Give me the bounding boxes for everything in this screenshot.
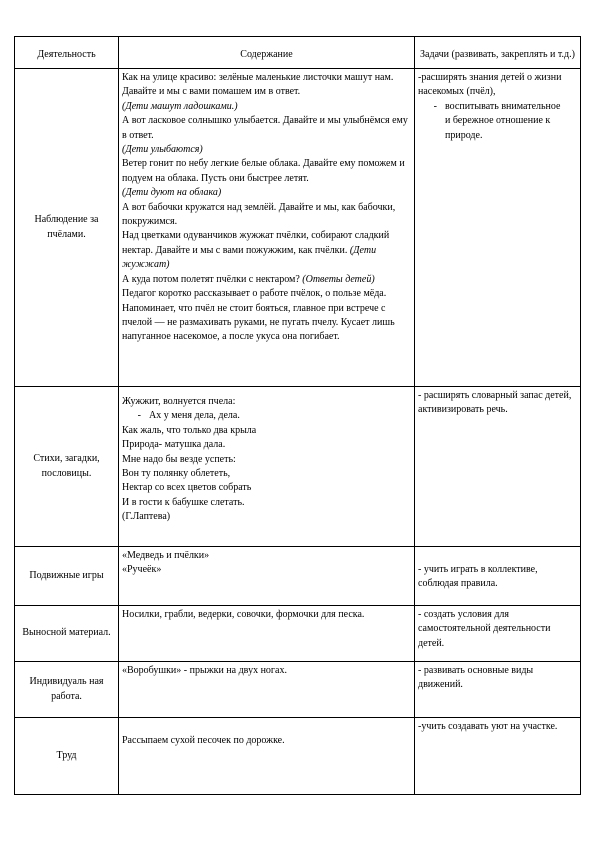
content-paragraph: (Дети машут ладошками.) bbox=[122, 100, 238, 112]
poem-line: Жужжит, волнуется пчела: bbox=[122, 396, 236, 407]
content-line: «Ручеёк» bbox=[122, 564, 162, 576]
tasks-dash-item bbox=[418, 100, 577, 143]
poem-line: Природа- матушка дала. bbox=[122, 439, 226, 451]
content-text: А куда потом полетят пчёлки с нектаром? bbox=[122, 273, 300, 285]
content-text: Над цветками одуванчиков жужжат пчёлки, собирают сладкий нектар. Давайте и мы с вами пожужжим, как пчёлки. bbox=[122, 230, 390, 256]
table-row bbox=[15, 718, 581, 795]
content-text: Рассыпаем сухой песочек по дорожке. bbox=[122, 735, 285, 746]
tasks-cell bbox=[415, 69, 581, 387]
poem-line: Как жаль, что только два крыла bbox=[122, 424, 257, 436]
content-paragraph bbox=[122, 229, 411, 272]
dash-marker: - bbox=[137, 410, 141, 422]
content-line: «Медведь и пчёлки» bbox=[122, 550, 210, 561]
poem-author: (Г.Лаптева) bbox=[122, 511, 171, 523]
content-cell bbox=[119, 547, 415, 606]
content-cell bbox=[119, 718, 415, 795]
content-paragraph bbox=[122, 273, 411, 287]
header-content: Содержание bbox=[119, 37, 415, 69]
activity-cell: Подвижные игры bbox=[15, 547, 119, 606]
content-paragraph: А вот бабочки кружатся над землёй. Давайте и мы, как бабочки, покружимся. bbox=[122, 201, 396, 228]
table-row bbox=[15, 606, 581, 662]
table-row bbox=[15, 662, 581, 718]
activity-cell: Труд bbox=[15, 718, 119, 795]
content-paragraph: Ветер гонит по небу легкие белые облака. Давайте ему поможем и подуем на облака. Пусть они быстрее летят. bbox=[122, 158, 405, 184]
poem-line: Мне надо бы везде успеть: bbox=[122, 453, 236, 465]
tasks-cell: - расширять словарный запас детей, активизировать речь. bbox=[415, 387, 581, 547]
table-row bbox=[15, 69, 581, 387]
activity-cell: Стихи, загадки, пословицы. bbox=[15, 387, 119, 547]
poem-line: И в гости к бабушке слетать. bbox=[122, 496, 245, 508]
tasks-text: -расширять знания детей о жизни насекомых (пчёл), bbox=[418, 72, 562, 98]
tasks-cell: - развивать основные виды движений. bbox=[415, 662, 581, 718]
activity-cell: Индивидуаль ная работа. bbox=[15, 662, 119, 718]
header-tasks: Задачи (развивать, закреплять и т.д.) bbox=[415, 37, 581, 69]
poem-line: Нектар со всех цветов собрать bbox=[122, 482, 252, 494]
content-remark: (Ответы детей) bbox=[302, 273, 375, 285]
content-cell bbox=[119, 387, 415, 547]
activity-cell: Выносной материал. bbox=[15, 606, 119, 662]
header-activity: Деятельность bbox=[15, 37, 119, 69]
table-row bbox=[15, 387, 581, 547]
dash-marker: - bbox=[433, 100, 437, 112]
tasks-text: - учить играть в коллективе, соблюдая правила. bbox=[418, 564, 538, 590]
content-cell bbox=[119, 69, 415, 387]
poem-line: Вон ту полянку облететь, bbox=[122, 468, 231, 480]
content-remark: (Дети жужжат) bbox=[122, 244, 377, 271]
content-paragraph: (Дети дуют на облака) bbox=[122, 187, 222, 199]
tasks-cell: -учить создавать уют на участке. bbox=[415, 718, 581, 795]
header-row bbox=[15, 37, 581, 69]
content-cell: Носилки, грабли, ведерки, совочки, формочки для песка. bbox=[119, 606, 415, 662]
plan-table bbox=[14, 36, 581, 795]
content-paragraph: А вот ласковое солнышко улыбается. Давайте и мы улыбнёмся ему в ответ. bbox=[122, 115, 408, 141]
content-paragraph: Педагог коротко рассказывает о работе пчёлок, о пользе мёда. Напоминает, что пчёл не стоит бояться, главное при встрече с пчелой — не размахивать руками, не пугать пчелу. Кусает лишь напуганное насекомое, а после укуса она погибает. bbox=[122, 288, 395, 343]
content-paragraph: (Дети улыбаются) bbox=[122, 144, 203, 156]
table-row bbox=[15, 547, 581, 606]
poem-dash-line bbox=[122, 409, 411, 423]
tasks-cell: - создать условия для самостоятельной деятельности детей. bbox=[415, 606, 581, 662]
tasks-text: воспитывать внимательное и бережное отношение к природе. bbox=[445, 100, 561, 141]
tasks-cell bbox=[415, 547, 581, 606]
content-paragraph: Как на улице красиво: зелёные маленькие листочки машут нам. Давайте и мы с вами помашем им в ответ. bbox=[122, 72, 394, 98]
activity-cell: Наблюдение за пчёлами. bbox=[15, 69, 119, 387]
poem-line: Ах у меня дела, дела. bbox=[149, 410, 240, 422]
content-cell: «Воробушки» - прыжки на двух ногах. bbox=[119, 662, 415, 718]
